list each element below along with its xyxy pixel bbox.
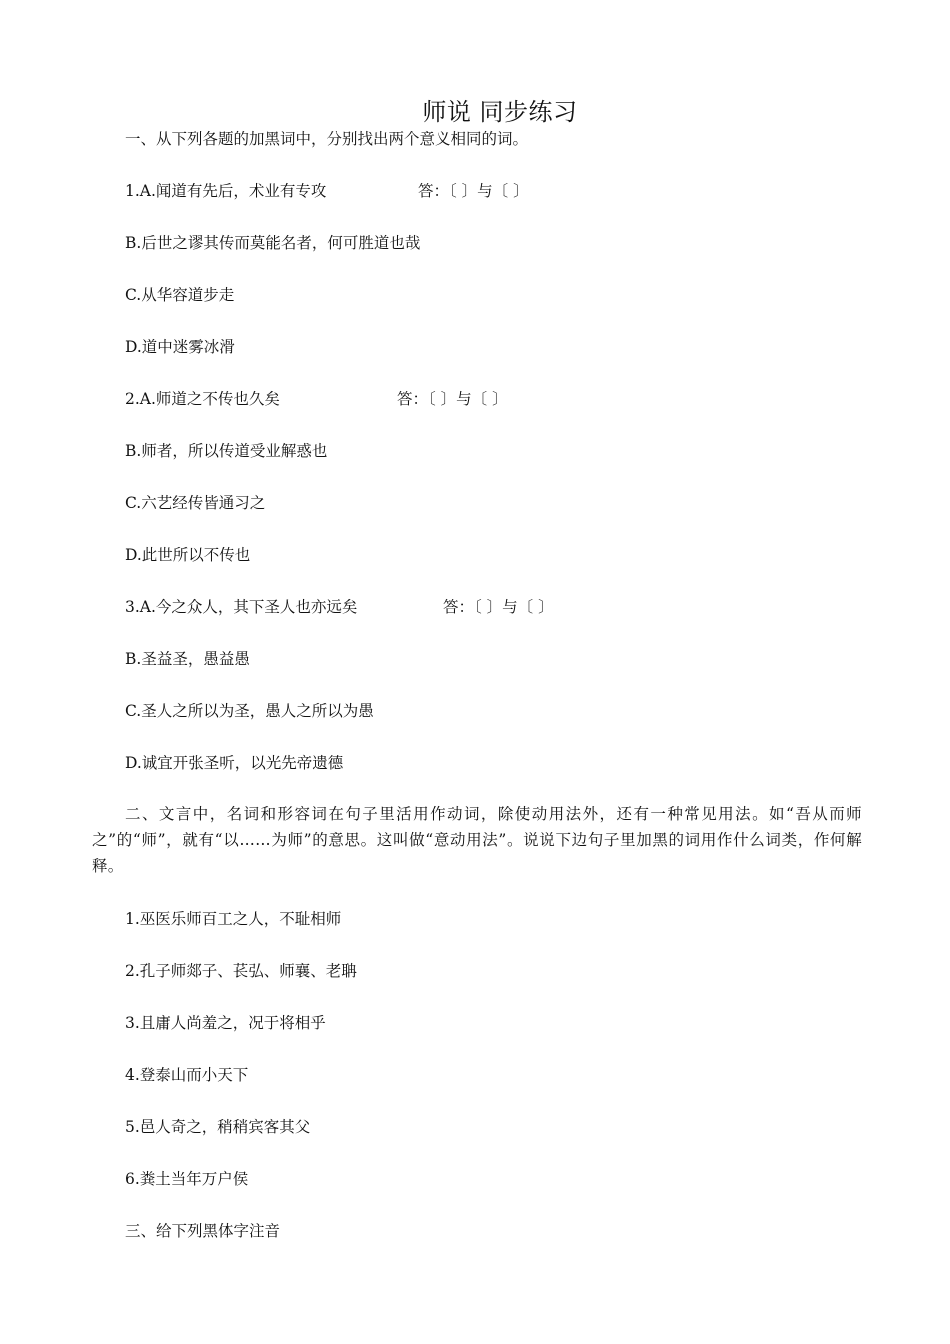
- section2-item: 1.巫医乐师百工之人，不耻相师: [125, 910, 342, 928]
- q1-option-a: 1.A.闻道有先后，术业有专攻: [125, 182, 327, 200]
- section2-item: 3.且庸人尚羞之，况于将相乎: [125, 1014, 326, 1032]
- section2-item: 2.孔子师郯子、苌弘、师襄、老聃: [125, 962, 357, 980]
- section2-item: 6.粪土当年万户侯: [125, 1170, 249, 1188]
- page-title: 师说 同步练习: [422, 98, 578, 126]
- q1-option-c: C.从华容道步走: [125, 286, 235, 304]
- q2-option-b: B.师者，所以传道受业解惑也: [125, 442, 328, 460]
- q3-answer-blank: 答：〔 〕与〔 〕: [443, 598, 554, 616]
- section1-heading: 一、从下列各题的加黑词中，分别找出两个意义相同的词。: [125, 130, 529, 148]
- q1-option-d: D.道中迷雾冰滑: [125, 338, 235, 356]
- section2-item: 4.登泰山而小天下: [125, 1066, 249, 1084]
- q3-option-d: D.诚宜开张圣听，以光先帝遗德: [125, 754, 344, 772]
- q3-option-a: 3.A.今之众人，其下圣人也亦远矣: [125, 598, 358, 616]
- q2-option-d: D.此世所以不传也: [125, 546, 251, 564]
- section3-heading: 三、给下列黑体字注音: [125, 1222, 281, 1240]
- q2-option-c: C.六艺经传皆通习之: [125, 494, 266, 512]
- q1-option-b: B.后世之谬其传而莫能名者，何可胜道也哉: [125, 234, 421, 252]
- q2-answer-blank: 答：〔 〕与〔 〕: [397, 390, 508, 408]
- q3-option-c: C.圣人之所以为圣，愚人之所以为愚: [125, 702, 374, 720]
- q3-option-b: B.圣益圣，愚益愚: [125, 650, 250, 668]
- q2-option-a: 2.A.师道之不传也久矣: [125, 390, 280, 408]
- section2-item: 5.邑人奇之，稍稍宾客其父: [125, 1118, 311, 1136]
- q1-answer-blank: 答：〔 〕与〔 〕: [418, 182, 529, 200]
- section2-intro: 二、文言中，名词和形容词在句子里活用作动词，除使动用法外，还有一种常见用法。如“吾从而师之”的“师”，就有“以……为师”的意思。这叫做“意动用法”。说说下边句子里加黑的词用作什么词类，作何解释。: [92, 805, 862, 875]
